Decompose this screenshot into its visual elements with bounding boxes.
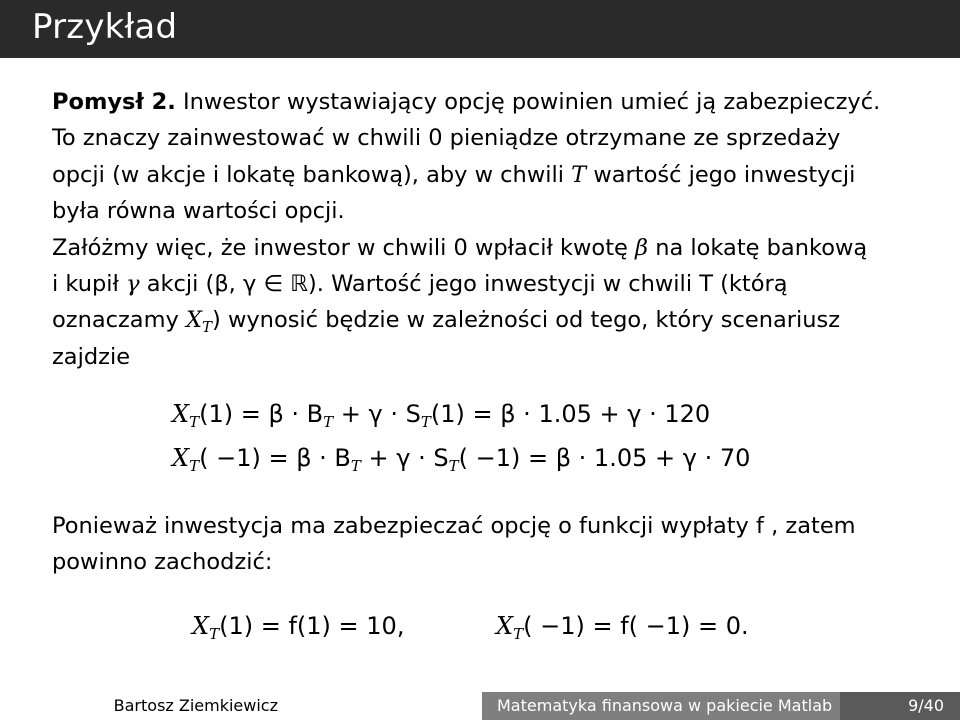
time-T: T: [571, 161, 587, 188]
paragraph1-text1: Inwestor wystawiający opcję powinien umieć ją zabezpieczyć.: [183, 89, 881, 115]
frame-title: Przykład: [32, 7, 178, 47]
idea-label: Pomysł 2.: [52, 89, 176, 115]
paragraph1-line4: była równa wartości opcji.: [52, 198, 345, 225]
paragraph2-line3: [52, 302, 912, 338]
slide-body: [52, 84, 912, 375]
paragraph1-line1: [52, 84, 912, 120]
footer-page-number: 9/40: [908, 696, 944, 715]
paragraph2-line2a: i kupił: [52, 271, 119, 298]
paragraph2-line3a: oznaczamy: [52, 307, 179, 334]
equation-up: $X_T(1) = \beta \cdot B_T + \gamma \cdot S_T(1) = \beta \cdot 1.05 + \gamma \cdot 120$: [172, 400, 711, 431]
paragraph2-line4: zajdzie: [52, 343, 131, 370]
paragraph1-line3b: wartość jego inwestycji: [593, 161, 856, 188]
paragraph1-line3: [52, 157, 912, 193]
gamma-symbol: γ: [126, 271, 140, 298]
frame-title-bar: [0, 0, 960, 58]
paragraph3-line2: powinno zachodzić:: [52, 549, 273, 576]
paragraph2-line1b: na lokatę bankową: [655, 234, 868, 261]
final-equation-2: $X_T( -1) = f( -1) = 0$.: [496, 612, 749, 643]
footer-course: Matematyka finansowa w pakiecie Matlab: [497, 696, 833, 715]
paragraph3: [52, 508, 912, 581]
footer-author-box: [0, 692, 298, 720]
paragraph1-line3a: opcji (w akcje i lokatę bankową), aby w chwili: [52, 161, 564, 188]
beta-symbol: β: [635, 234, 649, 261]
paragraph2-line2b: akcji (β, γ ∈ ℝ). Wartość jego inwestycji w chwili T (którą: [146, 271, 788, 298]
XT-symbol: $X_T$: [185, 307, 213, 337]
paragraph2-line1a: Załóżmy więc, że inwestor w chwili 0 wpłacił kwotę: [52, 234, 628, 261]
paragraph3-line1: Ponieważ inwestycja ma zabezpieczać opcję o funkcji wypłaty f , zatem: [52, 513, 856, 539]
paragraph2-line2: [52, 266, 912, 302]
final-equation-1: $X_T(1) = f(1) = 10$,: [192, 612, 405, 643]
paragraph2-line3b: ) wynosić będzie w zależności od tego, który scenariusz: [212, 307, 841, 334]
footer-page-box: [840, 692, 960, 720]
paragraph2-line1: [52, 230, 912, 266]
footer: [0, 692, 960, 720]
footer-course-box: [482, 692, 840, 720]
footer-author: Bartosz Ziemkiewicz: [113, 696, 278, 715]
equation-down: $X_T( -1) = \beta \cdot B_T + \gamma \cdot S_T( -1) = \beta \cdot 1.05 + \gamma \cdot 70$: [172, 444, 751, 475]
paragraph1-line2: To znaczy zainwestować w chwili 0 pieniądze otrzymane ze sprzedaży: [52, 125, 841, 152]
